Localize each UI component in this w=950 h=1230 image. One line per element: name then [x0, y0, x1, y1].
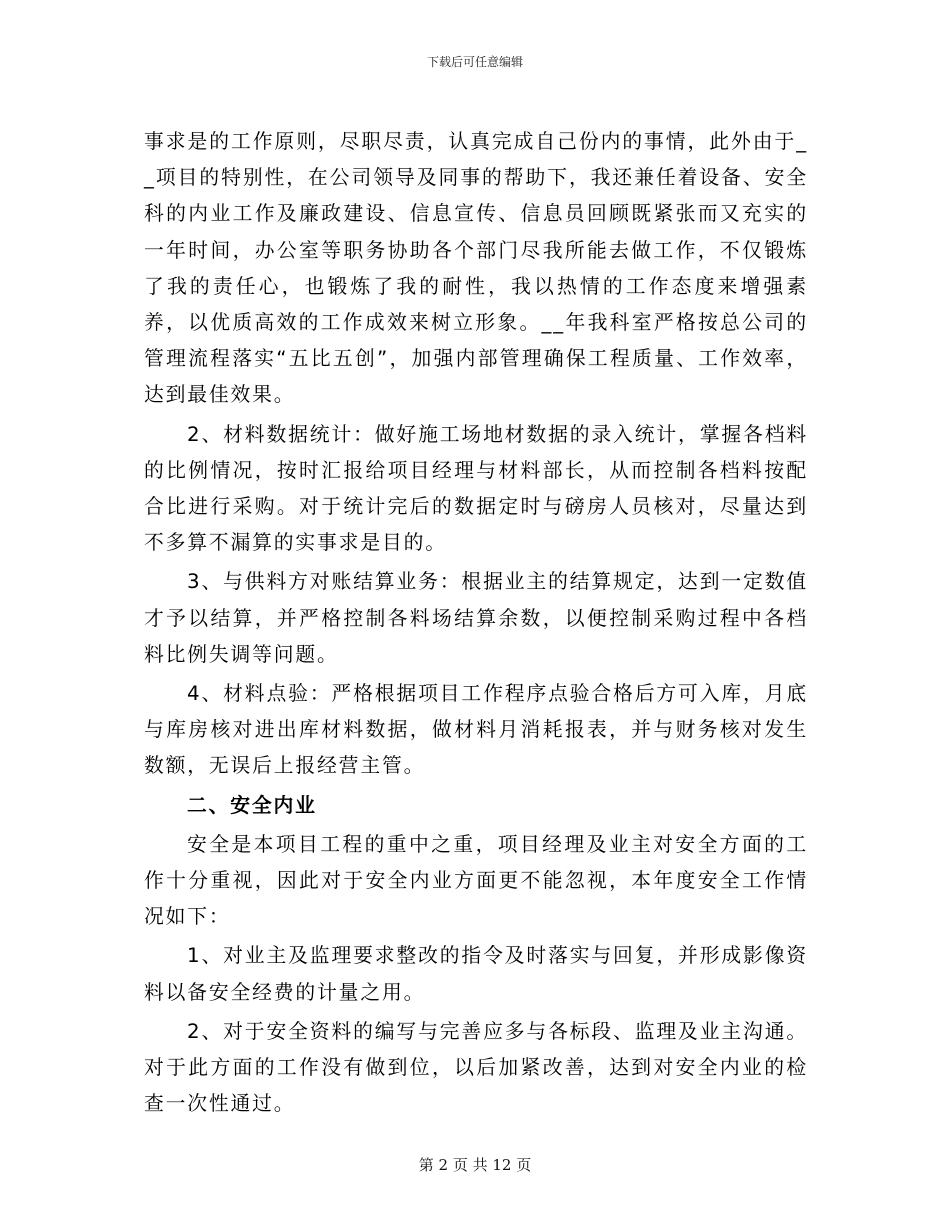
paragraph-continuation: 事求是的工作原则，尽职尽责，认真完成自己份内的事情，此外由于__项目的特别性，在公司领导及同事的帮助下，我还兼任着设备、安全科的内业工作及廉政建设、信息宣传、信息员回顾既紧张而又充实的一年时间，办公室等职务协助各个部门尽我所能去做工作，不仅锻炼了我的责任心，也锻炼了我的耐性，我以热情的工作态度来增强素养，以优质高效的工作成效来树立形象。__年我科室严格按总公司的管理流程落实“五比五创”，加强内部管理确保工程质量、工作效率，达到最佳效果。: [144, 130, 808, 407]
paragraph-safety-item-2: 2、对于安全资料的编写与完善应多与各标段、监理及业主沟通。对于此方面的工作没有做到位，以后加紧改善，达到对安全内业的检查一次性通过。: [144, 1019, 808, 1116]
paragraph-safety-item-1: 1、对业主及监理要求整改的指令及时落实与回复，并形成影像资料以备安全经费的计量之用。: [144, 944, 808, 1004]
section-heading-safety: 二、安全内业: [187, 793, 317, 817]
paragraph-material-statistics: 2、材料数据统计：做好施工场地材数据的录入统计，掌握各档料的比例情况，按时汇报给项目经理与材料部长，从而控制各档料按配合比进行采购。对于统计完后的数据定时与磅房人员核对，尽量达到不多算不漏算的实事求是目的。: [144, 422, 808, 555]
document-body: [144, 124, 808, 1125]
paragraph-safety-intro: 安全是本项目工程的重中之重，项目经理及业主对安全方面的工作十分重视，因此对于安全内业方面更不能忽视，本年度安全工作情况如下：: [144, 832, 808, 929]
paragraph-supplier-settlement: 3、与供料方对账结算业务：根据业主的结算规定，达到一定数值才予以结算，并严格控制各料场结算余数，以便控制采购过程中各档料比例失调等问题。: [144, 570, 808, 666]
page-number: 第 2 页 共 12 页: [418, 1156, 532, 1174]
paragraph-material-inspection: 4、材料点验：严格根据项目工作程序点验合格后方可入库，月底与库房核对进出库材料数据，做材料月消耗报表，并与财务核对发生数额，无误后上报经营主管。: [144, 682, 808, 778]
page-header: 下载后可任意编辑: [426, 55, 523, 69]
